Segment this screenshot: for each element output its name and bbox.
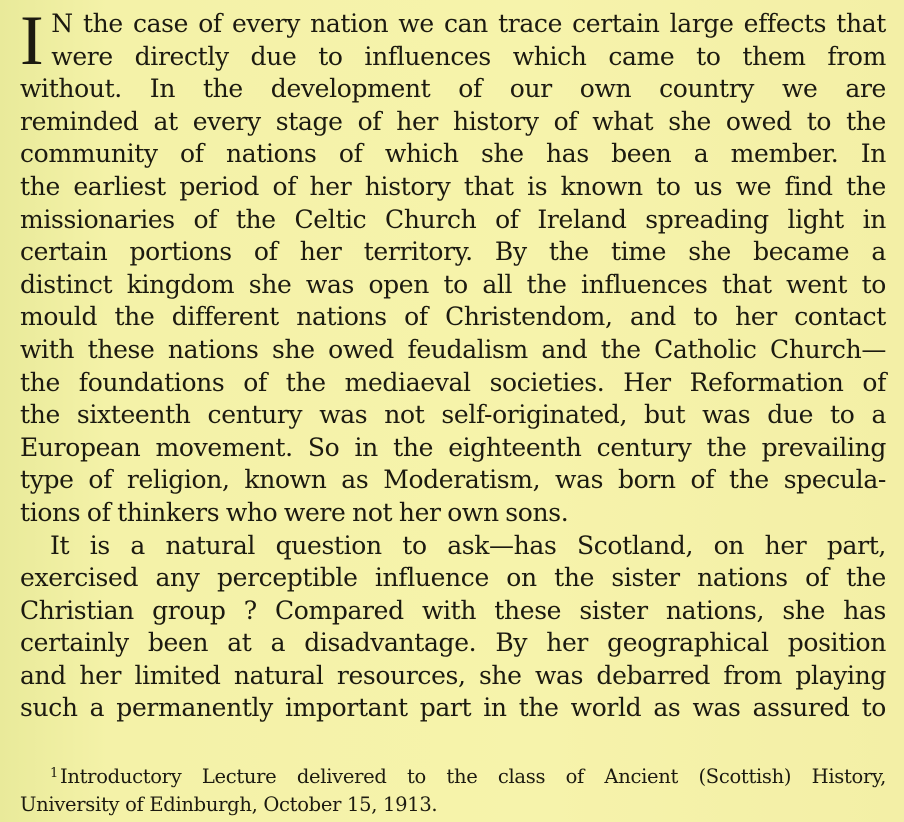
text-line: type of religion, known as Moderatism, was born of the specula-: [20, 465, 886, 495]
text-line: European movement. So in the eighteenth century the prevailing: [20, 432, 886, 462]
drop-cap: I: [20, 2, 44, 80]
text-line: exercised any perceptible influence on the sister nations of the: [20, 563, 886, 593]
text-line: It is a natural question to ask—has Scotland, on her part,: [50, 530, 886, 560]
text-line: certainly been at a disadvantage. By her geographical position: [20, 628, 886, 658]
footnote-line: University of Edinburgh, October 15, 1913.: [20, 793, 438, 816]
text-line: community of nations of which she has been a member. In: [20, 139, 886, 169]
text-line: without. In the development of our own country we are: [20, 74, 886, 104]
text-line: missionaries of the Celtic Church of Ireland spreading light in: [20, 204, 886, 234]
text-line: reminded at every stage of her history of what she owed to the: [20, 106, 886, 136]
text-line: distinct kingdom she was open to all the influences that went to: [20, 269, 886, 299]
text-line: the earliest period of her history that is known to us we find the: [20, 171, 886, 201]
footnote-line: [20, 760, 886, 791]
text-line: such a permanently important part in the world as was assured to: [20, 693, 886, 723]
text-line: Christian group ? Compared with these sister nations, she has: [20, 595, 886, 625]
text-line: mould the different nations of Christendom, and to her contact: [20, 302, 886, 332]
footnote-marker: 1: [50, 766, 58, 781]
text-line: N the case of every nation we can trace certain large effects that: [51, 9, 886, 38]
text-line: certain portions of her territory. By the time she became a: [20, 237, 886, 267]
footnote-text: Introductory Lecture delivered to the class of Ancient (Scottish) History,: [59, 765, 886, 788]
paragraph-1: [20, 2, 886, 530]
footnote: [20, 760, 886, 819]
paragraph-2: [20, 530, 886, 726]
text-line: the foundations of the mediaeval societies. Her Reformation of: [20, 367, 886, 397]
text-line: with these nations she owed feudalism and the Catholic Church—: [20, 334, 886, 364]
text-line: were directly due to influences which came to them from: [51, 41, 886, 71]
text-line: and her limited natural resources, she was debarred from playing: [20, 660, 886, 690]
text-line: the sixteenth century was not self-originated, but was due to a: [20, 400, 886, 430]
text-line: tions of thinkers who were not her own sons.: [20, 497, 569, 527]
